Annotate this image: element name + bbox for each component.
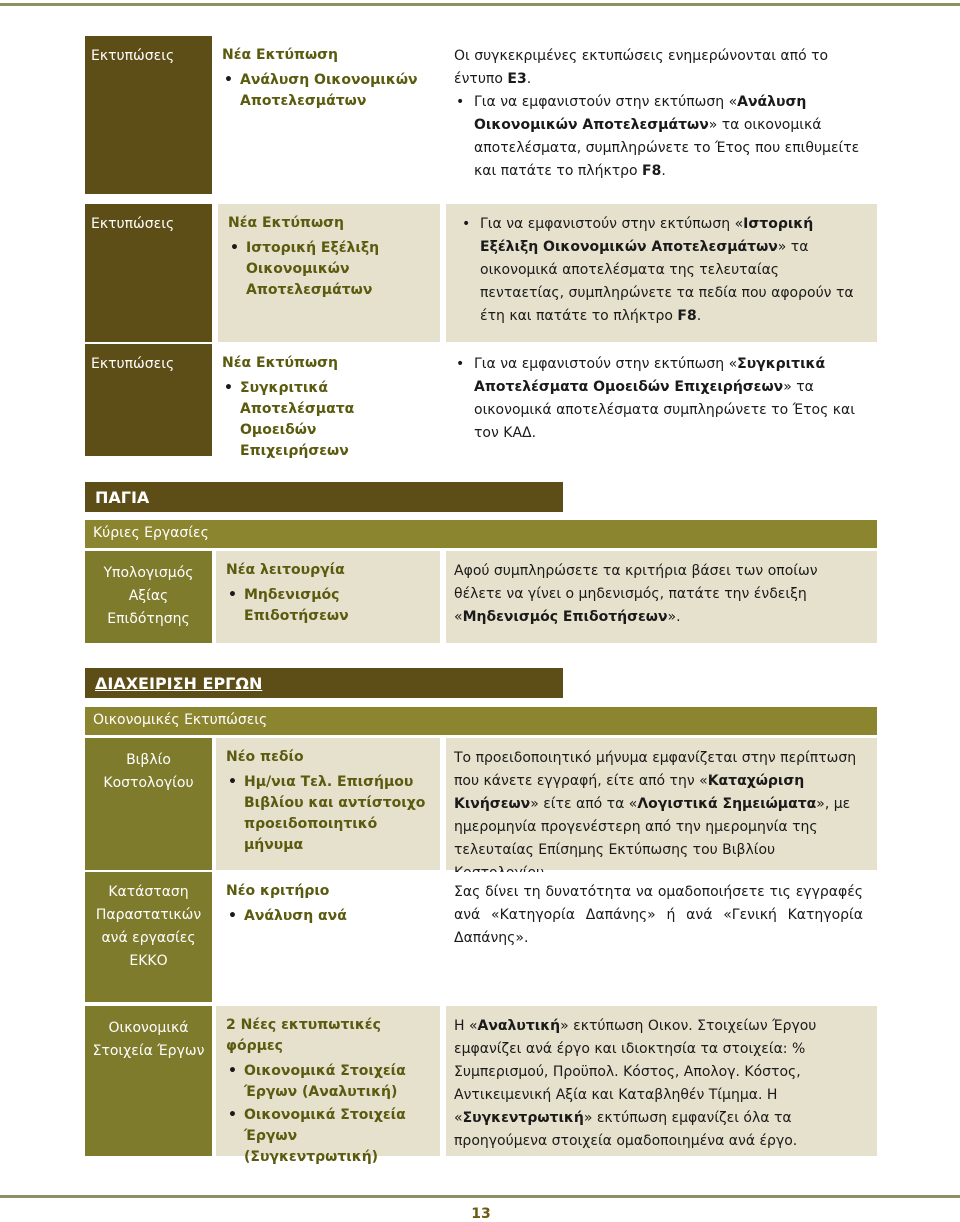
row-category: Κατάσταση Παραστατικών ανά εργασίες ΕΚΚΟ — [85, 872, 212, 1002]
row-category: Υπολογισμός Αξίας Επιδότησης — [85, 551, 212, 643]
feature-item: • Ημ/νια Τελ. Επισήμου Βιβλίου και αντίστοιχο προειδοποιητικό μήνυμα — [226, 772, 430, 856]
row-description: Σας δίνει τη δυνατότητα να ομαδοποιήσετε τις εγγραφές ανά «Κατηγορία Δαπάνης» ή ανά «Γενική Κατηγορία Δαπάνης». — [446, 872, 877, 1002]
feature-item: • Οικονομικά Στοιχεία Έργων (Συγκεντρωτική) — [226, 1105, 430, 1168]
feature-title: Νέο πεδίο — [226, 749, 304, 765]
row-feature — [212, 36, 440, 194]
row-category: Εκτυπώσεις — [85, 204, 212, 342]
description-item: • Για να εμφανιστούν στην εκτύπωση «Ανάλυση Οικονομικών Αποτελεσμάτων» τα οικονομικά αποτελέσματα, συμπληρώνετε το Έτος που επιθυμείτε και πατάτε το πλήκτρο F8. — [454, 91, 863, 183]
table-row — [85, 551, 877, 643]
table-row — [85, 204, 877, 342]
row-description — [446, 204, 877, 342]
top-rule — [0, 3, 960, 6]
bottom-rule — [0, 1195, 960, 1198]
feature-title: Νέο κριτήριο — [226, 883, 330, 899]
table-row — [85, 36, 877, 194]
section-heading-erga: ΔΙΑΧΕΙΡΙΣΗ ΕΡΓΩΝ — [85, 668, 563, 698]
page-number: 13 — [462, 1203, 500, 1222]
feature-item: • Μηδενισμός Επιδοτήσεων — [226, 585, 430, 627]
table-row — [85, 344, 877, 459]
feature-title: Νέα λειτουργία — [226, 562, 345, 578]
row-category: Εκτυπώσεις — [85, 344, 212, 456]
feature-title: 2 Νέες εκτυπωτικές φόρμες — [226, 1017, 381, 1054]
row-category: Οικονομικά Στοιχεία Έργων — [85, 1006, 212, 1156]
section-heading-pagia: ΠΑΓΙΑ — [85, 482, 563, 512]
row-feature — [218, 204, 440, 342]
feature-title: Νέα Εκτύπωση — [222, 47, 339, 63]
row-feature — [212, 344, 440, 459]
row-description: Το προειδοποιητικό μήνυμα εμφανίζεται στην περίπτωση που κάνετε εγγραφή, είτε από την «Καταχώριση Κινήσεων» είτε από τα «Λογιστικά Σημειώματα», με ημερομηνία προγενέστερη από την ημερομηνία της τελευταίας Επίσημης Εκτύπωσης του Βιβλίου — [446, 738, 877, 870]
description-item: • Για να εμφανιστούν στην εκτύπωση «Συγκριτικά Αποτελέσματα Ομοειδών Επιχειρήσεων» τα οικονομικά αποτελέσματα συμπληρώνετε το Έτος και τον ΚΑΔ. — [454, 353, 863, 445]
feature-item: • Ιστορική Εξέλιξη Οικονομικών Αποτελεσμάτων — [228, 238, 430, 301]
row-description: Αφού συμπληρώσετε τα κριτήρια βάσει των οποίων θέλετε να γίνει ο μηδενισμός, πατάτε την ένδειξη «Μηδενισμός Επιδοτήσεων». — [446, 551, 877, 643]
row-description: Η «Αναλυτική» εκτύπωση Οικον. Στοιχείων Έργου εμφανίζει ανά έργο και ιδιοκτησία τα στοιχεία: % Συμπερισμού, Προϋπολ. Κόστος, Απολογ. Κόστος, Αντικειμενική Αξία και Καταβληθέν Τίμημα. Η «Συγκεντρωτική» εκτύπωση εμφανίζει όλα τα προηγούμενα στοιχεία ομαδοποιημένα ανά έργο. — [446, 1006, 877, 1156]
description-intro: Οι συγκεκριμένες εκτυπώσεις ενημερώνονται από το έντυπο Ε3. — [454, 48, 829, 87]
subsection-heading: Οικονομικές Εκτυπώσεις — [85, 707, 877, 735]
row-feature — [216, 872, 440, 1002]
feature-item: • Οικονομικά Στοιχεία Έργων (Αναλυτική) — [226, 1061, 430, 1103]
row-category: Βιβλίο Κοστολογίου — [85, 738, 212, 870]
description-item: • Για να εμφανιστούν στην εκτύπωση «Ιστορική Εξέλιξη Οικονομικών Αποτελεσμάτων» τα οικονομικά αποτελέσματα της τελευταίας πενταετίας, συμπληρώνετε τα πεδία που αφορούν τα έτη και πατάτε το πλήκτρο F8. — [460, 213, 863, 328]
row-category: Εκτυπώσεις — [85, 36, 212, 194]
subsection-heading: Κύριες Εργασίες — [85, 520, 877, 548]
table-row — [85, 872, 877, 1002]
row-feature — [216, 1006, 440, 1165]
row-description — [440, 36, 877, 194]
table-row — [85, 1006, 877, 1165]
feature-title: Νέα Εκτύπωση — [222, 355, 339, 371]
row-description — [440, 344, 877, 456]
feature-item: • Ανάλυση Οικονομικών Αποτελεσμάτων — [222, 70, 430, 112]
row-feature — [216, 738, 440, 870]
feature-item: • Συγκριτικά Αποτελέσματα Ομοειδών Επιχειρήσεων — [222, 378, 430, 462]
row-feature — [216, 551, 440, 643]
feature-title: Νέα Εκτύπωση — [228, 215, 345, 231]
feature-item: • Ανάλυση ανά — [226, 906, 430, 927]
table-row — [85, 738, 877, 870]
